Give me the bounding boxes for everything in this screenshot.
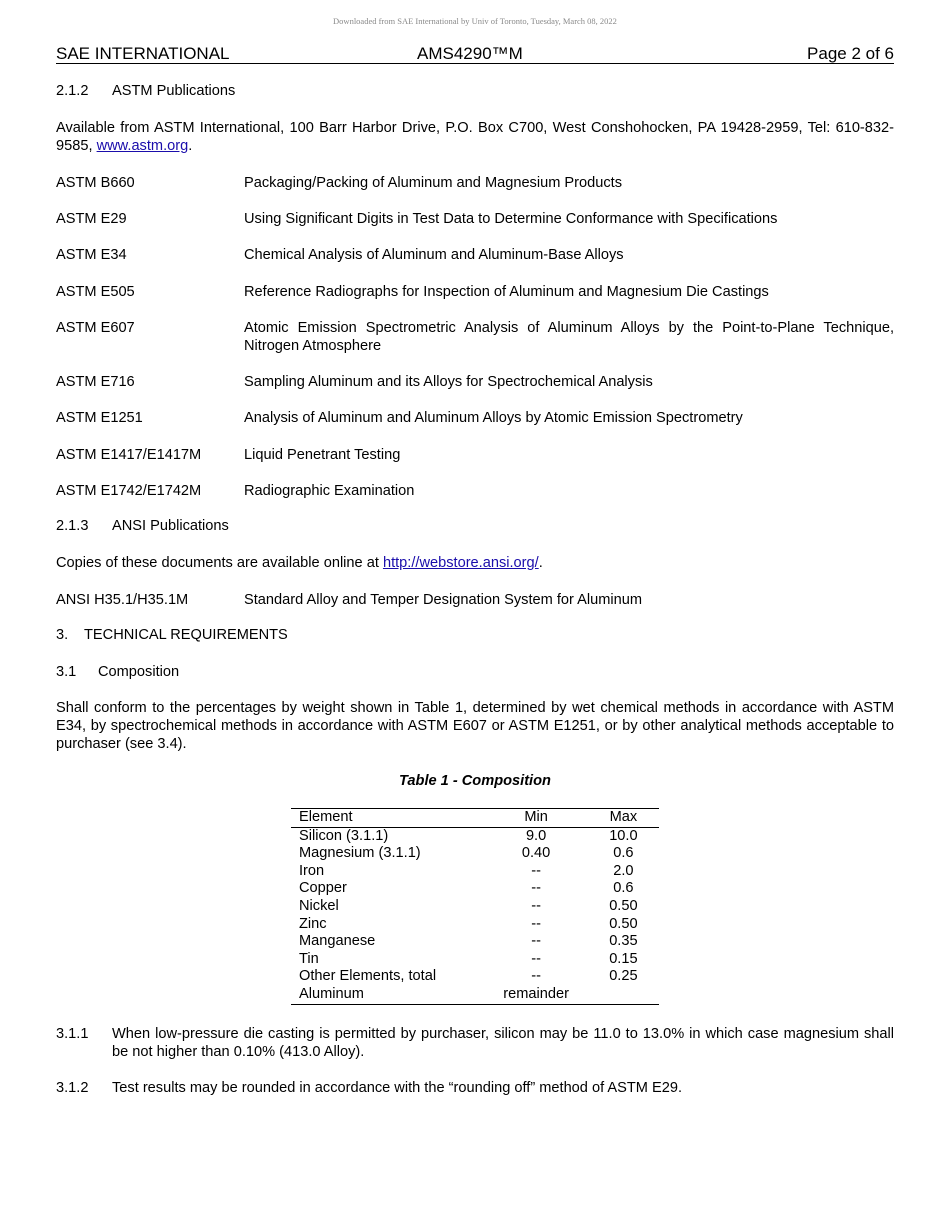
reference-title: Radiographic Examination	[244, 483, 415, 499]
section3-number: 3.	[56, 627, 69, 643]
reference-title: Atomic Emission Spectrometric Analysis of Aluminum Alloys by the Point-to-Plane Technique, Nitrogen Atmosphere	[244, 320, 894, 354]
max-cell: 0.6	[613, 880, 634, 897]
ansi-availability-text: Copies of these documents are available online at	[56, 555, 383, 571]
astm-availability	[56, 119, 894, 155]
min-cell: --	[531, 897, 541, 914]
ansi-webstore-link[interactable]: http://webstore.ansi.org/	[382, 555, 539, 571]
table-row	[291, 845, 659, 863]
max-cell: 0.25	[609, 968, 638, 985]
reference-code: ASTM E29	[56, 211, 127, 227]
min-cell: --	[531, 880, 541, 897]
max-cell: 2.0	[613, 862, 634, 879]
min-cell: remainder	[503, 985, 569, 1002]
element-cell: Copper	[299, 880, 347, 897]
astm-heading-title: ASTM Publications	[112, 83, 236, 99]
reference-title: Analysis of Aluminum and Aluminum Alloys by Atomic Emission Spectrometry	[244, 410, 743, 426]
reference-code: ASTM E716	[56, 374, 135, 390]
element-cell: Manganese	[299, 933, 376, 950]
ansi-availability-end: .	[538, 555, 543, 571]
reference-title: Chemical Analysis of Aluminum and Aluminum-Base Alloys	[244, 247, 624, 263]
header-max: Max	[609, 809, 638, 825]
min-cell: 0.40	[521, 845, 551, 862]
composition-paragraph: Shall conform to the percentages by weight shown in Table 1, determined by wet chemical methods in accordance with ASTM E34, by spectrochemical methods in accordance with ASTM E607 or ASTM E1251, or by other analytical methods acceptable to purchaser (see 3.4).	[56, 700, 894, 752]
reference-title: Standard Alloy and Temper Designation System for Aluminum	[244, 592, 643, 608]
table-row	[291, 863, 659, 881]
header-min: Min	[524, 809, 548, 825]
astm-availability-end: .	[188, 138, 193, 154]
composition-heading	[56, 663, 179, 681]
table-row	[291, 951, 659, 969]
min-cell: --	[531, 950, 541, 967]
technical-requirements-heading	[56, 626, 288, 644]
subclause-3-1-2-text: Test results may be rounded in accordance with the “rounding off” method of ASTM E29.	[112, 1080, 683, 1096]
max-cell: 0.15	[609, 950, 638, 967]
section3-title: TECHNICAL REQUIREMENTS	[84, 627, 288, 643]
subclause-3-1-1-text: When low-pressure die casting is permitted by purchaser, silicon may be 11.0 to 13.0% in which case magnesium shall be not higher than 0.10% (413.0 Alloy).	[112, 1026, 894, 1060]
astm-website-link[interactable]: www.astm.org	[96, 138, 189, 154]
astm-heading	[56, 82, 235, 100]
max-cell: 0.35	[609, 933, 638, 950]
min-cell: --	[531, 915, 541, 932]
max-cell: 10.0	[609, 827, 638, 844]
subclause-3-1-2-number: 3.1.2	[56, 1080, 89, 1096]
astm-availability-text: Available from ASTM International, 100 Barr Harbor Drive, P.O. Box C700, West Conshohocken, PA 19428-2959, Tel: 610-832-9585,	[56, 120, 894, 154]
element-cell: Magnesium (3.1.1)	[299, 845, 421, 862]
reference-code: ANSI H35.1/H35.1M	[56, 592, 189, 608]
reference-code: ASTM E1742/E1742M	[56, 483, 202, 499]
element-cell: Nickel	[299, 897, 339, 914]
page-header	[56, 44, 894, 64]
reference-code: ASTM E1417/E1417M	[56, 447, 202, 463]
table-row	[291, 916, 659, 934]
subclause-3-1-1-number: 3.1.1	[56, 1026, 89, 1042]
reference-code: ASTM E34	[56, 247, 127, 263]
reference-code: ASTM E505	[56, 284, 135, 300]
element-cell: Aluminum	[299, 985, 364, 1002]
composition-table	[291, 808, 659, 1005]
table-row	[291, 827, 659, 845]
reference-code: ASTM B660	[56, 175, 135, 191]
reference-code: ASTM E1251	[56, 410, 143, 426]
ansi-heading-number: 2.1.3	[56, 518, 89, 534]
reference-title: Liquid Penetrant Testing	[244, 447, 401, 463]
min-cell: --	[531, 933, 541, 950]
reference-title: Sampling Aluminum and its Alloys for Spectrochemical Analysis	[244, 374, 653, 390]
ansi-availability	[56, 554, 894, 572]
element-cell: Silicon (3.1.1)	[299, 827, 389, 844]
table-body	[291, 827, 659, 1004]
header-organization: SAE INTERNATIONAL	[56, 44, 230, 63]
element-cell: Other Elements, total	[299, 968, 437, 985]
reference-code: ASTM E607	[56, 320, 135, 336]
table-row	[291, 986, 659, 1004]
min-cell: 9.0	[525, 827, 547, 844]
section31-title: Composition	[98, 664, 180, 680]
header-page-number: Page 2 of 6	[807, 44, 894, 63]
max-cell: 0.6	[613, 845, 634, 862]
element-cell: Iron	[299, 862, 325, 879]
min-cell: --	[531, 862, 541, 879]
table-row	[291, 898, 659, 916]
table-row	[291, 968, 659, 986]
element-cell: Tin	[299, 950, 319, 967]
min-cell: --	[531, 968, 541, 985]
element-cell: Zinc	[299, 915, 327, 932]
max-cell: 0.50	[609, 897, 638, 914]
reference-title: Reference Radiographs for Inspection of Aluminum and Magnesium Die Castings	[244, 284, 769, 300]
header-document-number: AMS4290™M	[417, 44, 523, 63]
max-cell: 0.50	[609, 915, 638, 932]
section31-number: 3.1	[56, 664, 77, 680]
ansi-heading-title: ANSI Publications	[112, 518, 229, 534]
table-header-row	[291, 809, 659, 828]
table-row	[291, 880, 659, 898]
reference-title: Packaging/Packing of Aluminum and Magnesium Products	[244, 175, 623, 191]
ansi-heading	[56, 517, 229, 535]
max-cell	[588, 986, 659, 1004]
astm-heading-number: 2.1.2	[56, 83, 89, 99]
table-row	[291, 933, 659, 951]
header-element: Element	[299, 809, 353, 825]
reference-title: Using Significant Digits in Test Data to Determine Conformance with Specifications	[244, 211, 778, 227]
download-watermark: Downloaded from SAE International by Univ of Toronto, Tuesday, March 08, 2022	[333, 16, 617, 26]
table-caption: Table 1 - Composition	[399, 773, 551, 789]
